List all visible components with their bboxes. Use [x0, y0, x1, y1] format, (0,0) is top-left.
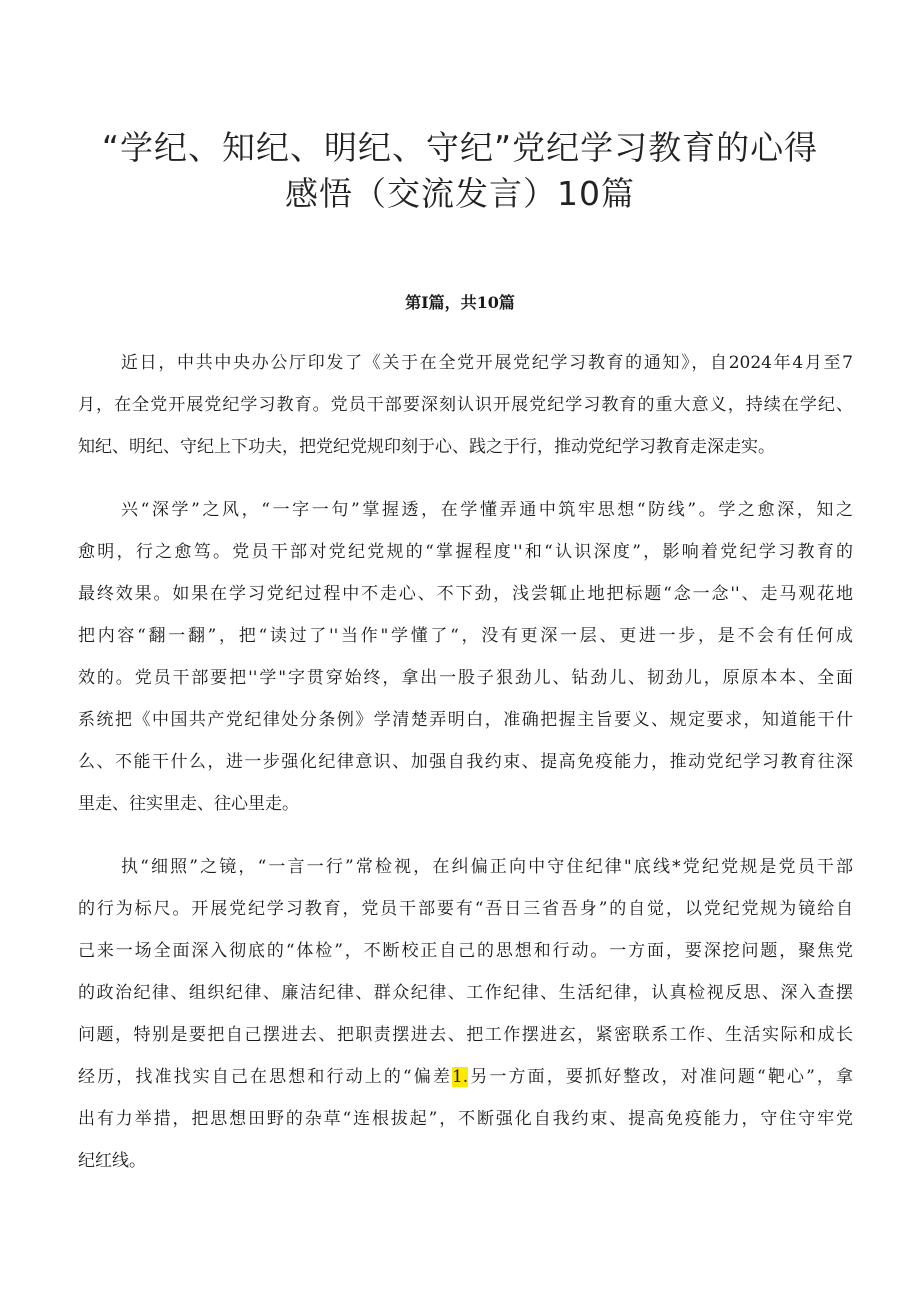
paragraph-line: 近日，中共中央办公厅印发了《关于在全党开展党纪学习教育的通知》，自2024年4月至7	[121, 353, 853, 373]
line-text-after: 另一方面，要抓好整改，对准问题“靶心”，拿	[468, 1067, 853, 1087]
paragraph-line: 月，在全党开展党纪学习教育。党员干部要深刻认识开展党纪学习教育的重大意义，持续在学纪、	[78, 395, 853, 415]
paragraph-line: 里走、往实里走、往心里走。	[78, 794, 299, 814]
paragraph-line: 纪红线。	[78, 1151, 146, 1171]
paragraph-line: 己来一场全面深入彻底的“体检”，不断校正自己的思想和行动。一方面，要深挖问题，聚焦党	[78, 941, 853, 961]
paragraph-line: 系统把《中国共产党纪律处分条例》学清楚弄明白，准确把握主旨要义、规定要求，知道能干什	[78, 710, 853, 730]
paragraph-line: 最终效果。如果在学习党纪过程中不走心、不下劲，浅尝辄止地把标题“念一念''、走马观花地	[78, 584, 853, 604]
paragraph-line: 愈明，行之愈笃。党员干部对党纪党规的“掌握程度''和“认识深度”，影响着党纪学习教育的	[78, 542, 853, 562]
paragraph-line: 么、不能干什么，进一步强化纪律意识、加强自我约束、提高免疫能力，推动党纪学习教育往深	[78, 752, 853, 772]
line-text-before: 经历，找准找实自己在思想和行动上的“偏差	[78, 1067, 452, 1087]
paragraph-line-highlighted	[78, 1066, 853, 1088]
paragraph-line: 效的。党员干部要把''学"字贯穿始终，拿出一股子狠劲儿、钻劲儿、韧劲儿，原原本本、全面	[78, 668, 853, 688]
paragraph-line: 的政治纪律、组织纪律、廉洁纪律、群众纪律、工作纪律、生活纪律，认真检视反思、深入查摆	[78, 983, 853, 1003]
paragraph-line: 问题，特别是要把自己摆进去、把职责摆进去、把工作摆进玄，紧密联系工作、生活实际和成长	[78, 1025, 853, 1045]
highlighted-text: 1.	[451, 1067, 469, 1087]
document-title-line-1: “学纪、知纪、明纪、守纪”党纪学习教育的心得	[101, 128, 819, 167]
paragraph-line: 执“细照”之镜，“一言一行”常检视，在纠偏正向中守住纪律"底线*党纪党规是党员干部	[121, 857, 853, 877]
paragraph-line: 兴“深学”之风，“一字一句”掌握透，在学懂弄通中筑牢思想“防线”。学之愈深，知之	[121, 500, 853, 520]
paragraph-line: 的行为标尺。开展党纪学习教育，党员干部要有“吾日三省吾身”的自觉，以党纪党规为镜给自	[78, 899, 853, 919]
paragraph-line: 把内容“翻一翻”，把“读过了''当作"学懂了“，没有更深一层、更进一步，是不会有任何成	[78, 626, 853, 646]
paragraph-line: 出有力举措，把思想田野的杂草“连根拔起”，不断强化自我约束、提高免疫能力，守住守牢党	[78, 1109, 853, 1129]
document-title-line-2: 感悟（交流发言）10篇	[285, 174, 635, 213]
paragraph-line: 知纪、明纪、守纪上下功夫，把党纪党规印刻于心、践之于行，推动党纪学习教育走深走实。	[78, 437, 775, 457]
section-label: 第I篇，共10篇	[405, 293, 515, 312]
